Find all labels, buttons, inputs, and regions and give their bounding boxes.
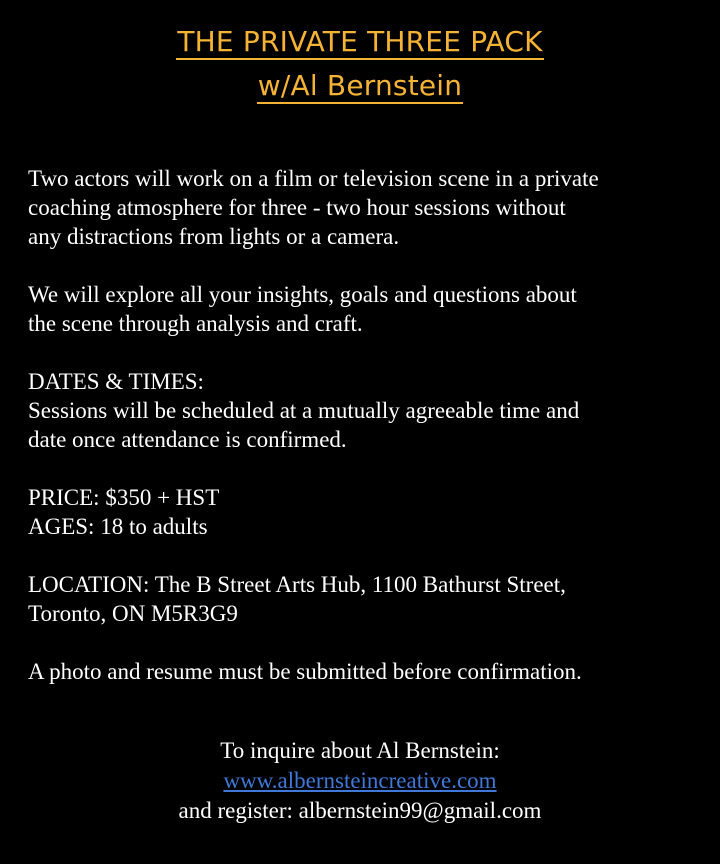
page-title xyxy=(0,20,720,108)
dates-line: date once attendance is confirmed. xyxy=(28,427,347,452)
price-ages-paragraph xyxy=(28,483,708,541)
title-line-1: THE PRIVATE THREE PACK xyxy=(177,25,543,58)
title-line-2: w/Al Bernstein xyxy=(257,69,463,102)
note-paragraph xyxy=(28,657,708,686)
dates-paragraph xyxy=(28,367,708,454)
explore-paragraph xyxy=(28,280,708,338)
note-line: A photo and resume must be submitted before confirmation. xyxy=(28,659,582,684)
intro-line: coaching atmosphere for three - two hour sessions without xyxy=(28,195,566,220)
location-line: LOCATION: The B Street Arts Hub, 1100 Bathurst Street, xyxy=(28,572,566,597)
dates-heading: DATES & TIMES: xyxy=(28,369,204,394)
intro-line: Two actors will work on a film or television scene in a private xyxy=(28,166,599,191)
price-line: PRICE: $350 + HST xyxy=(28,485,220,510)
dates-line: Sessions will be scheduled at a mutually agreeable time and xyxy=(28,398,580,423)
inquire-text: To inquire about Al Bernstein: xyxy=(220,738,500,763)
ages-line: AGES: 18 to adults xyxy=(28,514,208,539)
location-paragraph xyxy=(28,570,708,628)
intro-paragraph xyxy=(28,164,708,251)
contact-footer xyxy=(0,736,720,826)
explore-line: the scene through analysis and craft. xyxy=(28,311,363,336)
description-body xyxy=(28,164,708,715)
intro-line: any distractions from lights or a camera. xyxy=(28,224,400,249)
register-text: and register: albernstein99@gmail.com xyxy=(178,798,542,823)
explore-line: We will explore all your insights, goals and questions about xyxy=(28,282,577,307)
location-line: Toronto, ON M5R3G9 xyxy=(28,601,238,626)
website-link[interactable]: www.albernsteincreative.com xyxy=(223,768,497,793)
